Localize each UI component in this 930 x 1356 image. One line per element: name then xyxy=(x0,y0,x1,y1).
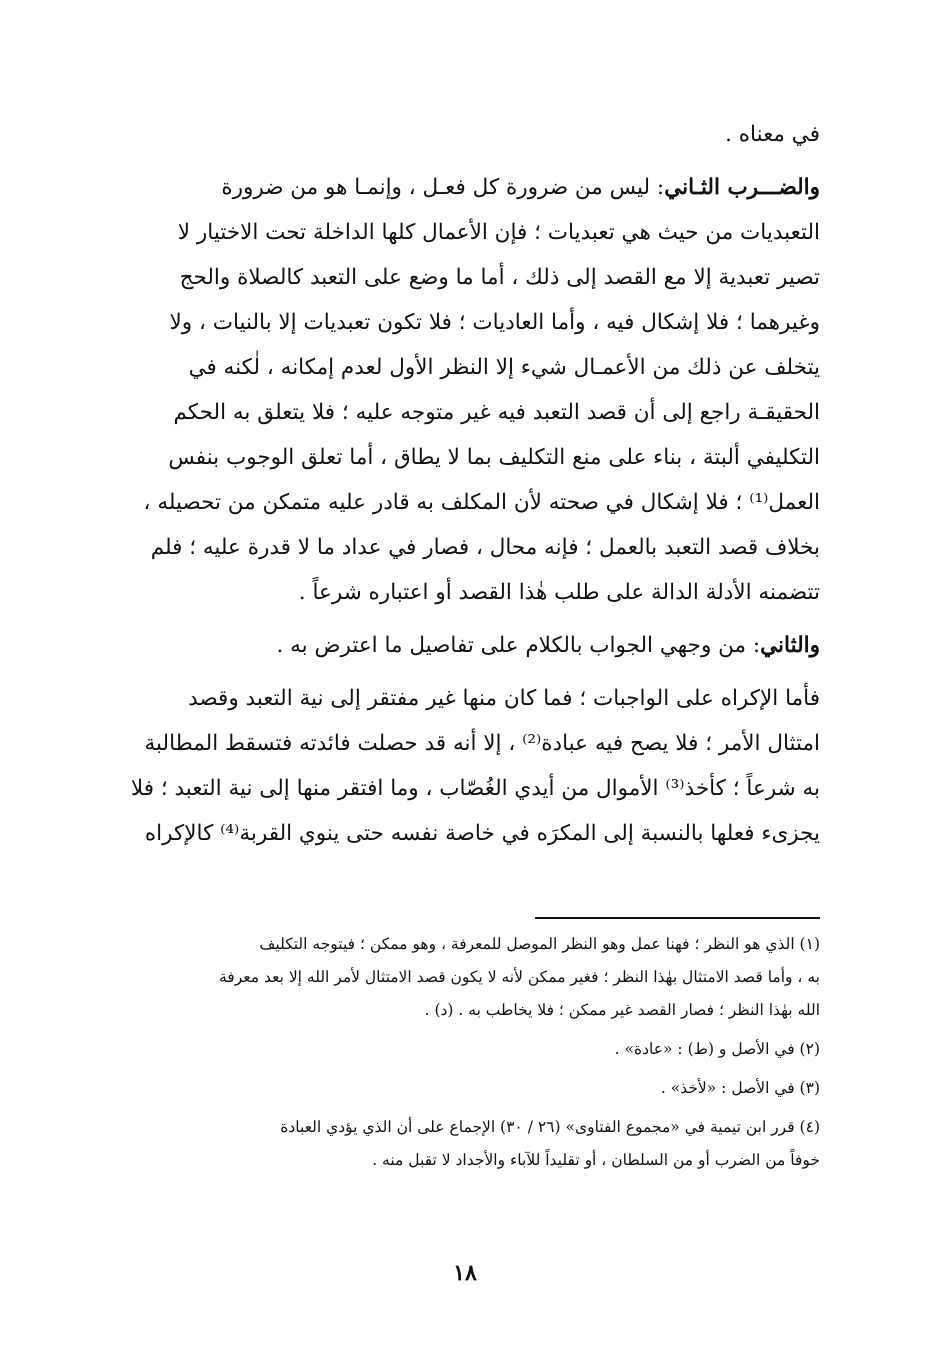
paragraph-3 xyxy=(100,623,820,668)
paragraph-2-line-5: يتخلف عن ذلك من الأعمـال شيء إلا النظر الأول لعدم إمكانه ، لٰكنه في xyxy=(188,355,820,380)
footnote-1-line-2: به ، وأما قصد الامتثال بهٰذا النظر ؛ فغير ممكن لأنه لا يكون قصد الامتثال لأمر الله إلا بعد معرفة xyxy=(218,968,820,986)
paragraph-2-line-3: تصير تعبدية إلا مع القصد إلى ذلك ، أما ما وضع على التعبد كالصلاة والحج xyxy=(179,265,820,290)
paragraph-4-line-2: امتثال الأمر ؛ فلا يصح فيه عبادة⁽²⁾ ، إلا أنه قد حصلت فائدته فتسقط المطالبة xyxy=(144,731,820,756)
footnote-1-line-1: (١) الذي هو النظر ؛ فهنا عمل وهو النظر الموصل للمعرفة ، وهو ممكن ؛ فيتوجه التكليف xyxy=(259,935,820,953)
paragraph-2-line-8: العمل⁽¹⁾ ؛ فلا إشكال في صحته لأن المكلف به قادر عليه متمكن من تحصيله ، xyxy=(143,490,820,515)
footnote-3: (٣) في الأصل : «لأخذ» . xyxy=(660,1079,820,1097)
paragraph-gap xyxy=(100,157,820,165)
footnote-1-line-3: الله بهٰذا النظر ؛ فصار القصد غير ممكن ؛ فلا يخاطب به . (د) . xyxy=(424,1001,820,1019)
paragraph-2-line-1 xyxy=(100,165,820,210)
paragraph-2-line-4: وغيرهما ؛ فلا إشكال فيه ، وأما العاديات ؛ فلا تكون تعبديات إلا بالنيات ، ولا xyxy=(169,310,820,335)
paragraph-2-lead: والضـــرب الثـاني xyxy=(664,175,820,200)
paragraph-4-line-1: فأما الإكراه على الواجبات ؛ فما كان منها غير مفتقر إلى نية التعبد وقصد xyxy=(188,686,820,711)
paragraph-3-rest: : من وجهي الجواب بالكلام على تفاصيل ما اعترض به . xyxy=(276,633,761,658)
paragraph-2-line-1-rest: : ليس من ضرورة كل فعـل ، وإنمـا هو من ضرورة xyxy=(221,175,665,200)
paragraph-4-line-4: يجزىء فعلها بالنسبة إلى المكرَه في خاصة نفسه حتى ينوي القربة⁽⁴⁾ كالإكراه xyxy=(144,821,820,846)
paragraph-gap xyxy=(100,615,820,623)
footnote-4-line-2: خوفاً من الضرب أو من السلطان ، أو تقليداً للآباء والأجداد لا تقبل منه . xyxy=(372,1151,820,1169)
paragraph-4-line-3: به شرعاً ؛ كأخذ⁽³⁾ الأموال من أيدي الغُصّاب ، وما افتقر منها إلى نية التعبد ؛ فلا xyxy=(130,776,820,801)
paragraph-1: في معناه . xyxy=(725,122,820,147)
paragraph-2-line-7: التكليفي ألبتة ، بناء على منع التكليف بما لا يطاق ، أما تعلق الوجوب بنفس xyxy=(168,445,820,470)
paragraph-2-line-10: تتضمنه الأدلة الدالة على طلب هٰذا القصد أو اعتباره شرعاً . xyxy=(298,580,820,605)
paragraph-3-lead: والثاني xyxy=(760,633,820,658)
paragraph-2-line-6: الحقيقـة راجع إلى أن قصد التعبد فيه غير متوجه عليه ؛ فلا يتعلق به الحكم xyxy=(173,400,820,425)
paragraph-2-line-2: التعبديات من حيث هي تعبديات ؛ فإن الأعمال كلها الداخلة تحت الاختيار لا xyxy=(177,220,820,245)
paragraph-gap xyxy=(100,668,820,676)
footnote-divider xyxy=(535,917,820,919)
footnote-2: (٢) في الأصل و (ط) : «عادة» . xyxy=(614,1040,820,1058)
footnote-4-line-1: (٤) قرر ابن تيمية في «مجموع الفتاوى» (٢٦ / ٣٠) الإجماع على أن الذي يؤدي العبادة xyxy=(280,1118,820,1136)
page-number: ١٨ xyxy=(453,1260,477,1286)
paragraph-2-line-9: بخلاف قصد التعبد بالعمل ؛ فإنه محال ، فصار في عداد ما لا قدرة عليه ؛ فلم xyxy=(150,535,820,560)
main-text xyxy=(100,112,820,856)
footnotes xyxy=(100,928,820,1177)
